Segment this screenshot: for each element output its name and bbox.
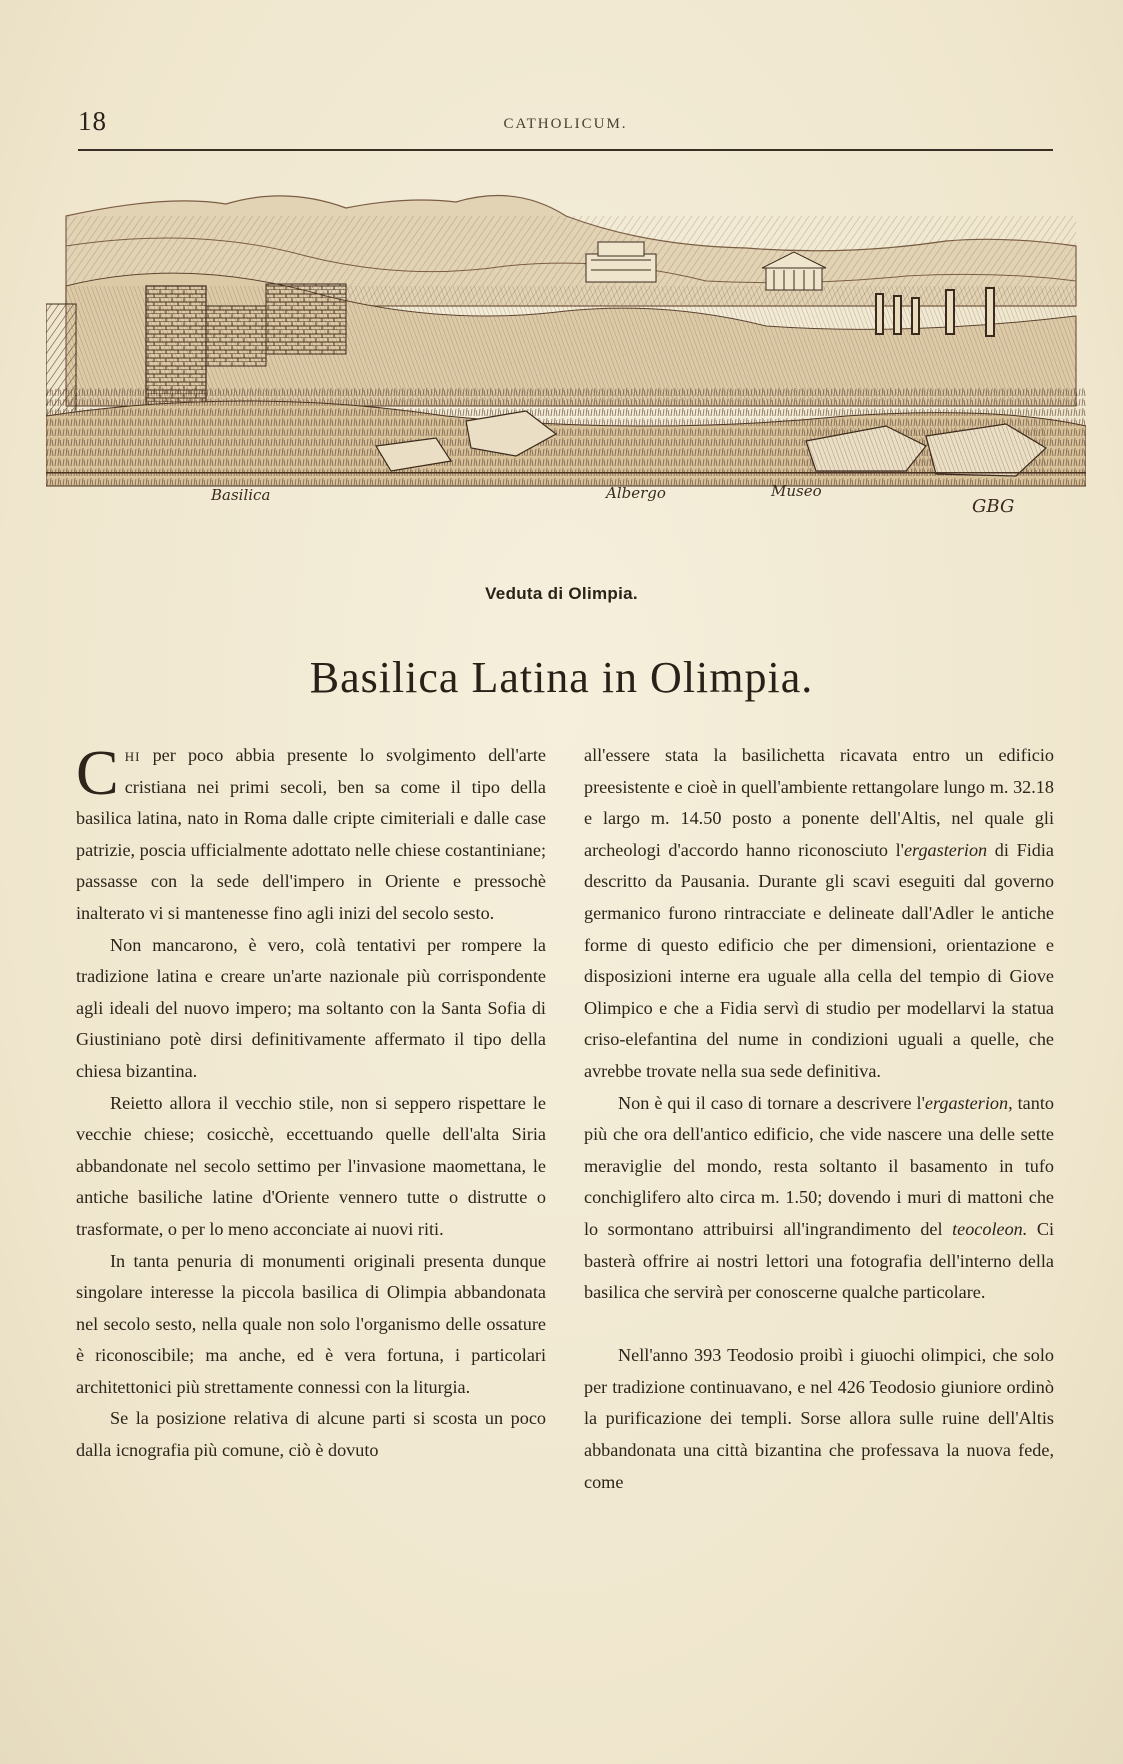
- artist-signature: GBG: [972, 496, 1015, 517]
- paragraph: In tanta penuria di monumenti originali presenta dunque singolare interesse la piccola basilica di Olimpia abbandonata nel secolo sesto, nella quale non solo l'organismo delle ossature è riconoscibile; ma anche, ed è vera fortuna, i particolari architettonici più strettamente connessi con la liturgia.: [76, 1250, 546, 1397]
- illustration-caption: Veduta di Olimpia.: [485, 584, 638, 603]
- label-albergo: Albergo: [606, 484, 666, 502]
- article-title: Basilica Latina in Olimpia.: [309, 653, 814, 702]
- header-rule: [78, 149, 1053, 151]
- paragraph: Chi per poco abbia presente lo svolgimento dell'arte cristiana nei primi secoli, ben sa come il tipo della basilica latina, nato in Roma dalle cripte cimiteriali e dalle case patrizie, poscia ufficialmente adottato nelle chiese costantiniane; passasse con la sede dell'impero in Oriente e pressochè inalterato vi si mantenesse fino agli inizi del secolo sesto.: [76, 737, 546, 923]
- running-head: CATHOLICUM.: [503, 116, 628, 132]
- paragraph: Non è qui il caso di tornare a descrivere l'ergasterion, tanto più che ora dell'antico edificio, che vide nascere una delle sette meraviglie del mondo, resta soltanto il basamento in tufo conchiglifero alto circa m. 1.50; dovendo i muri di mattoni che lo sormontano attribuirsi all'ingrandimento del teocoleon. Ci basterà offrire ai nostri lettori una fotografia dell'interno della basilica che servirà per conoscerne qualche particolare.: [584, 1092, 1055, 1303]
- left-column: [76, 737, 546, 1467]
- drop-cap: C: [76, 737, 119, 808]
- paragraph: Se la posizione relativa di alcune parti si scosta un poco dalla icnografia più comune, ciò è dovuto: [76, 1408, 546, 1461]
- paragraph: Non mancarono, è vero, colà tentativi per rompere la tradizione latina e creare un'arte nazionale più corrispondente agli ideali del nuovo impero; ma soltanto con la Santa Sofia di Giustiniano potè dirsi definitivamente affermato il tipo della chiesa bizantina.: [76, 934, 546, 1081]
- label-basilica: Basilica: [211, 486, 271, 504]
- olympia-engraving: [46, 186, 1086, 574]
- right-column: [584, 740, 1054, 1498]
- paragraph: Nell'anno 393 Teodosio proibì i giuochi olimpici, che solo per tradizione continuavano, e nel 426 Teodosio giuniore ordinò la purificazione dei templi. Sorse allora sulle ruine dell'Altis abbandonata una città bizantina che professava la nuova fede, come: [584, 1345, 1054, 1492]
- paragraph: all'essere stata la basilichetta ricavata entro un edificio preesistente e cioè in quell'ambiente rettangolare lungo m. 32.18 e largo m. 14.50 posto a ponente dell'Altis, nel quale gli archeologi d'accordo hanno riconosciuto l'ergasterion di Fidia descritto da Pausania. Durante gli scavi eseguiti dal governo germanico furono rintracciate e delineate dall'Adler le antiche forme di questo edificio che per dimensioni, orientazione e disposizioni interne era uguale alla cella del tempio di Giove Olimpico e che a Fidia servì di studio per modellarvi la statua criso-elefantina del nume in condizioni uguali a quelle, che avrebbe trovate nella sua sede definitiva.: [584, 745, 1054, 1081]
- label-museo: Museo: [771, 482, 822, 500]
- page-number: 18: [78, 106, 107, 136]
- page-header: [78, 106, 1053, 150]
- paragraph: Reietto allora il vecchio stile, non si seppero rispettare le vecchie chiese; cosicchè, eccettuando quelle dell'alta Siria abbandonate nel secolo settimo per l'invasione maomettana, le antiche basiliche latine d'Oriente vennero tutte o distrutte o trasformate, o per lo meno acconciate ai nuovi riti.: [76, 1092, 546, 1239]
